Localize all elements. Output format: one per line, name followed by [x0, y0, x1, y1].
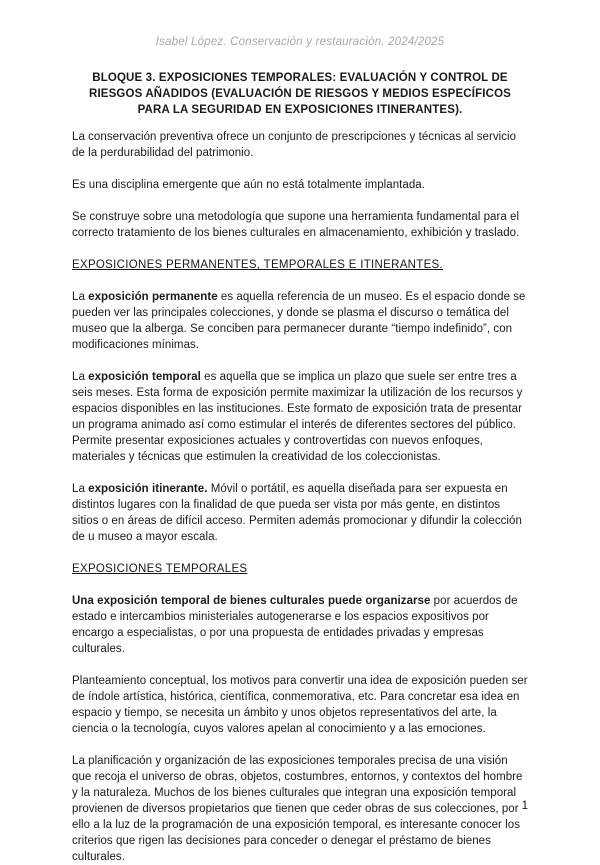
- paragraph-temporal: [72, 369, 528, 465]
- intro-paragraph-3: Se construye sobre una metodología que supone una herramienta fundamental para el correcto tratamiento de los bienes culturales en almacenamiento, exhibición y traslado.: [72, 211, 520, 239]
- page-number: 1: [521, 800, 528, 812]
- paragraph-organizacion: [72, 593, 528, 657]
- paragraph-planificacion: La planificación y organización de las exposiciones temporales precisa de una visión que recoja el universo de obras, objetos, costumbres, entornos, y contextos del hombre y la naturaleza. Muchos de los bienes culturales que integran una exposición temporal provienen de diversos propietarios que tienen que ceder obras de sus colecciones, por ello a la luz de la programación de una exposición temporal, es interesante conocer los criterios que rigen las decisiones para conceder o denegar el préstamo de bienes culturales.: [72, 755, 523, 863]
- paragraph-permanente: [72, 289, 528, 353]
- paragraph-itinerante-before: La: [72, 483, 89, 495]
- document-body: [72, 129, 528, 865]
- section-heading-temporales: EXPOSICIONES TEMPORALES: [72, 563, 248, 575]
- intro-paragraph-2: Es una disciplina emergente que aún no está totalmente implantada.: [72, 179, 425, 191]
- paragraph-itinerante: [72, 481, 528, 545]
- term-temporal: exposición temporal: [88, 371, 201, 383]
- paragraph-planteamiento: Planteamiento conceptual, los motivos para convertir una idea de exposición pueden ser de índole artística, histórica, científica, conmemorativa, etc. Para concretar esa idea en espacio y tiempo, se necesita un ámbito y unos objetos representativos del arte, la ciencia o la tecnología, cuyos valores apelan al conocimiento y a las emociones.: [72, 675, 528, 735]
- intro-paragraph-1: La conservación preventiva ofrece un conjunto de prescripciones y técnicas al servicio de la perdurabilidad del patrimonio.: [72, 131, 517, 159]
- paragraph-temporal-text: es aquella que se implica un plazo que suele ser entre tres a seis meses. Esta forma de exposición permite maximizar la utilización de los recursos y espacios disponibles en las instituciones. Este formato de exposición trata de presentar un programa animado así como estimular el interés de diferentes sectores del público. Permite presentar exposiciones actuales y controvertidas con nuevos enfoques, materiales y técnicas que estimulen la creatividad de los coleccionistas.: [72, 371, 523, 463]
- paragraph-temporal-before: La: [72, 371, 89, 383]
- paragraph-organizacion-text: por acuerdos de estado e intercambios ministeriales autogenerarse e los espacios expositivos por encargo a especialistas, o por una propuesta de entidades privadas y empresas culturales.: [72, 595, 518, 655]
- term-permanente: exposición permanente: [88, 291, 218, 303]
- section-heading-tipos: EXPOSICIONES PERMANENTES, TEMPORALES E ITINERANTES.: [72, 259, 444, 271]
- term-itinerante: exposición itinerante.: [88, 483, 208, 495]
- paragraph-itinerante-text: Móvil o portátil, es aquella diseñada para ser expuesta en distintos lugares con la finalidad de que pueda ser vista por más gente, en distintos sitios o en áreas de difícil acceso. Permiten además promocionar y difundir la colección de u museo a mayor escala.: [72, 483, 522, 543]
- paragraph-permanente-text: es aquella referencia de un museo. Es el espacio donde se pueden ver las principales colecciones, y donde se plasma el discurso o temática del museo que la alberga. Se conciben para permanecer durante “tiempo indefinido”, con modificaciones mínimas.: [72, 291, 526, 351]
- lead-organizacion: Una exposición temporal de bienes culturales puede organizarse: [72, 595, 431, 607]
- paragraph-permanente-before: La: [72, 291, 89, 303]
- running-header: Isabel López. Conservación y restauración. 2024/2025: [155, 36, 445, 48]
- document-title: BLOQUE 3. EXPOSICIONES TEMPORALES: EVALUACIÓN Y CONTROL DE RIESGOS AÑADIDOS (EVALUACIÓN DE RIESGOS Y MEDIOS ESPECÍFICOS PARA LA SEGURIDAD EN EXPOSICIONES ITINERANTES).: [88, 72, 511, 116]
